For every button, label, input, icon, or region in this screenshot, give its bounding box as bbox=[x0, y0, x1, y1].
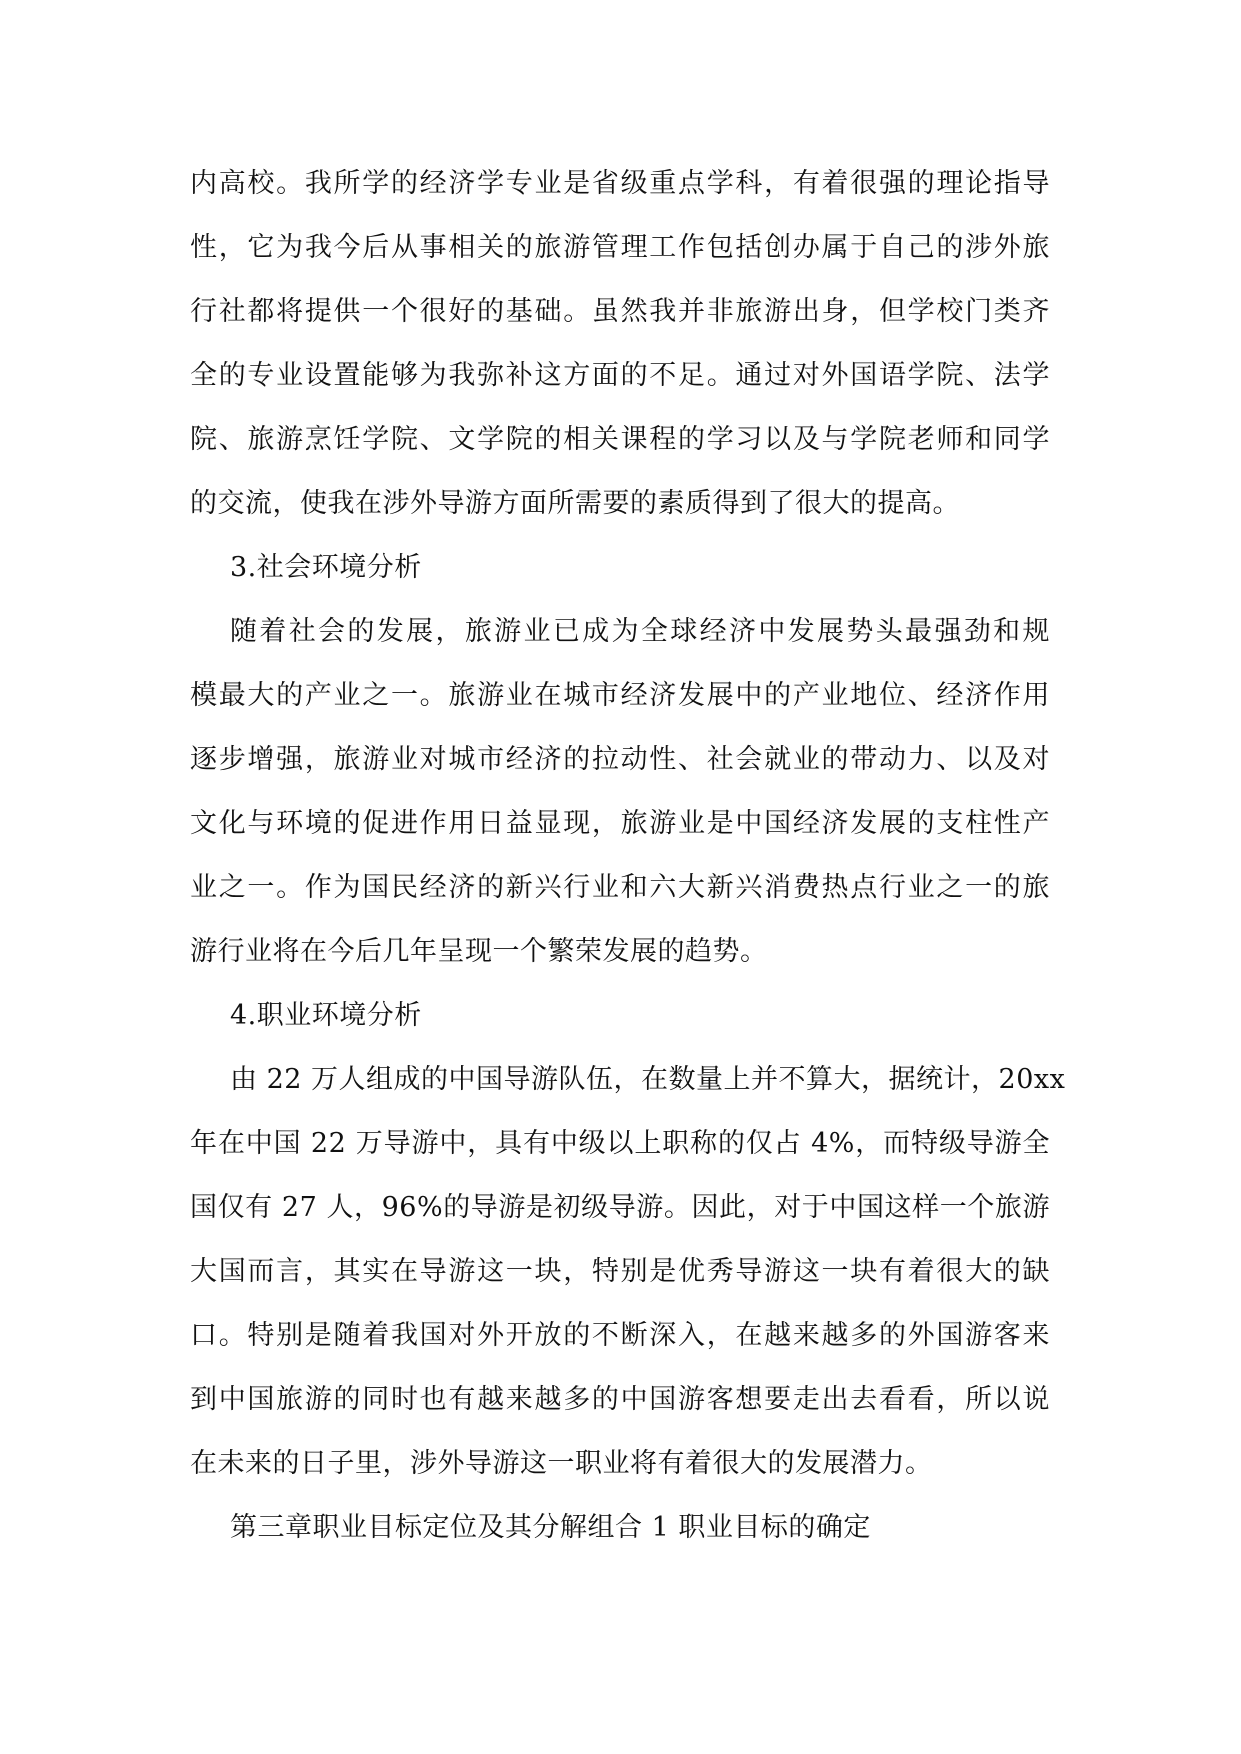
paragraph-line: 文化与环境的促进作用日益显现，旅游业是中国经济发展的支柱性产 bbox=[190, 808, 1050, 839]
paragraph-line: 在未来的日子里，涉外导游这一职业将有着很大的发展潜力。 bbox=[190, 1448, 933, 1479]
paragraph-line: 逐步增强，旅游业对城市经济的拉动性、社会就业的带动力、以及对 bbox=[190, 744, 1050, 775]
chapter-heading: 第三章职业目标定位及其分解组合 1 职业目标的确定 bbox=[230, 1512, 871, 1543]
paragraph-line: 游行业将在今后几年呈现一个繁荣发展的趋势。 bbox=[190, 936, 768, 967]
paragraph-line: 业之一。作为国民经济的新兴行业和六大新兴消费热点行业之一的旅 bbox=[190, 872, 1050, 903]
paragraph-line: 年在中国 22 万导游中，具有中级以上职称的仅占 4%，而特级导游全 bbox=[190, 1128, 1050, 1159]
paragraph-line: 院、旅游烹饪学院、文学院的相关课程的学习以及与学院老师和同学 bbox=[190, 424, 1050, 455]
paragraph-line: 国仅有 27 人，96%的导游是初级导游。因此，对于中国这样一个旅游 bbox=[190, 1192, 1050, 1223]
paragraph-line: 内高校。我所学的经济学专业是省级重点学科，有着很强的理论指导 bbox=[190, 168, 1050, 199]
paragraph-line: 行社都将提供一个很好的基础。虽然我并非旅游出身，但学校门类齐 bbox=[190, 296, 1050, 327]
section-heading-social-environment: 3.社会环境分析 bbox=[230, 552, 422, 583]
paragraph-line: 全的专业设置能够为我弥补这方面的不足。通过对外国语学院、法学 bbox=[190, 360, 1050, 391]
paragraph-line: 的交流，使我在涉外导游方面所需要的素质得到了很大的提高。 bbox=[190, 488, 960, 519]
section-heading-career-environment: 4.职业环境分析 bbox=[230, 1000, 422, 1031]
paragraph-line: 模最大的产业之一。旅游业在城市经济发展中的产业地位、经济作用 bbox=[190, 680, 1050, 711]
paragraph-line: 口。特别是随着我国对外开放的不断深入，在越来越多的外国游客来 bbox=[190, 1320, 1050, 1351]
paragraph-line: 随着社会的发展，旅游业已成为全球经济中发展势头最强劲和规 bbox=[230, 616, 1050, 647]
paragraph-line: 到中国旅游的同时也有越来越多的中国游客想要走出去看看，所以说 bbox=[190, 1384, 1050, 1415]
paragraph-line: 大国而言，其实在导游这一块，特别是优秀导游这一块有着很大的缺 bbox=[190, 1256, 1050, 1287]
document-body bbox=[190, 152, 1066, 1560]
paragraph-line: 性，它为我今后从事相关的旅游管理工作包括创办属于自己的涉外旅 bbox=[190, 232, 1050, 263]
paragraph-line: 由 22 万人组成的中国导游队伍，在数量上并不算大，据统计，20xx bbox=[230, 1064, 1066, 1095]
